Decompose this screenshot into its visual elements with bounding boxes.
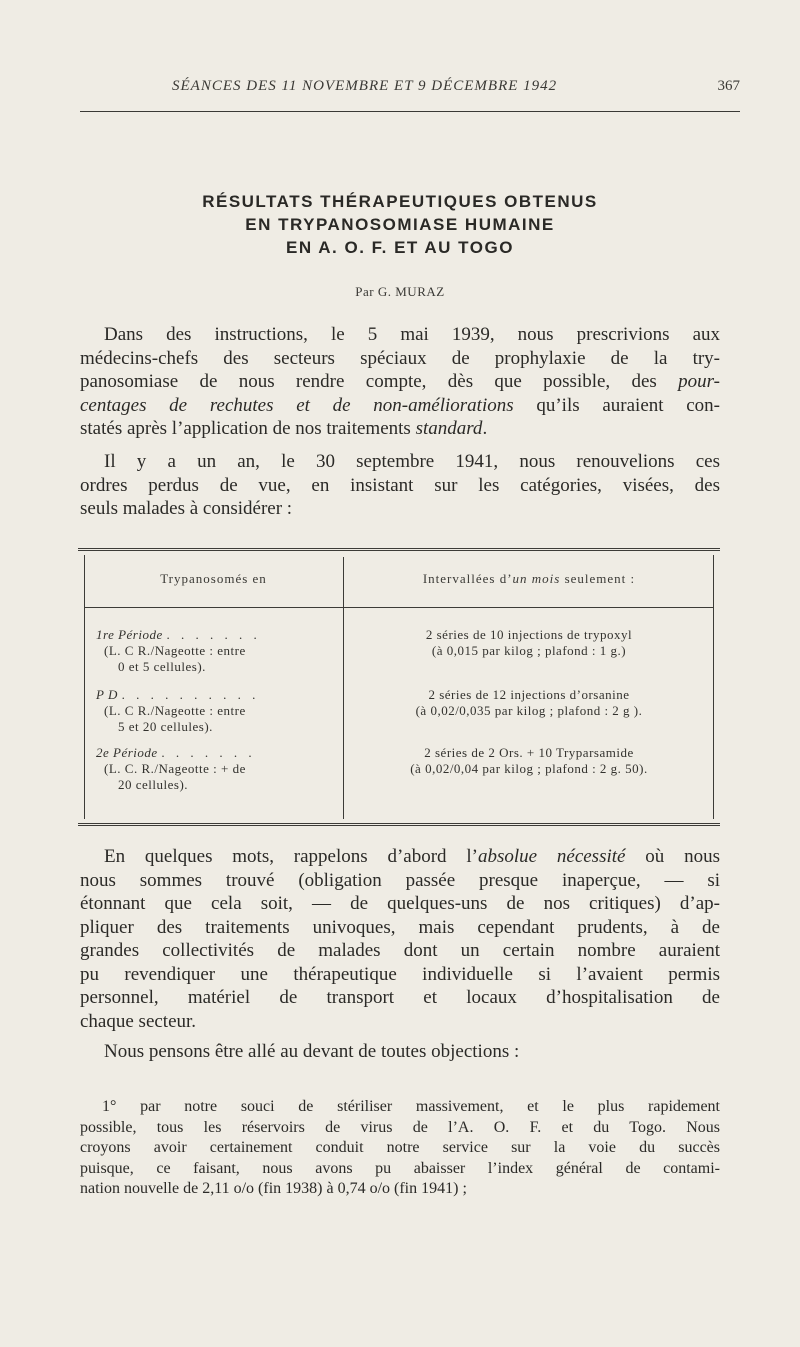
- table-row-category: 2e Période . . . . . . . (L. C. R./Nageotte : + de 20 cellules).: [96, 745, 256, 792]
- text-line: chaque secteur.: [80, 1010, 197, 1032]
- category-label: P D: [96, 687, 118, 702]
- table-border-left: [84, 555, 85, 819]
- text-line: puisque, ce faisant, nous avons pu abaisser l’index général de contami-: [80, 1159, 720, 1177]
- table-row-treatment: 2 séries de 2 Ors. + 10 Tryparsamide (à 0,02/0,04 par kilog ; plafond : 2 g. 50).: [410, 745, 648, 776]
- text-line: panosomiase de nous rendre compte, dès que possible, des pour-: [80, 371, 720, 392]
- text-line: étonnant que cela soit, — de quelques-uns de nos critiques) d’ap-: [80, 893, 720, 914]
- running-head-title: SÉANCES DES 11 NOVEMBRE ET 9 DÉCEMBRE 1942: [172, 78, 558, 94]
- paragraph-2: [80, 450, 720, 521]
- text-line: En quelques mots, rappelons d’abord l’absolue nécessité où nous: [104, 846, 720, 867]
- paragraph-1: [80, 323, 720, 441]
- text-line: Il y a un an, le 30 septembre 1941, nous renouvelions ces: [104, 451, 720, 472]
- text-line: possible, tous les réservoirs de virus de l’A. O. F. et du Togo. Nous: [80, 1118, 720, 1136]
- page-number: 367: [717, 78, 740, 94]
- text-line: personnel, matériel de transport et locaux d’hospitalisation de: [80, 987, 720, 1008]
- emphasis: absolue nécessité: [477, 846, 626, 867]
- paragraph-3: [80, 845, 720, 1033]
- text-line: ordres perdus de vue, en insistant sur les catégories, visées, des: [80, 474, 720, 496]
- text-line: 1° par notre souci de stériliser massivement, et le plus rapidement: [102, 1098, 720, 1115]
- title-line: EN A. O. F. ET AU TOGO: [286, 238, 514, 257]
- table-border-right: [713, 555, 714, 819]
- emphasis: centages de rechutes et de non-améliorations: [80, 394, 514, 416]
- text-line: croyons avoir certainement conduit notre service sur la voie du succès: [80, 1139, 720, 1156]
- title-line: RÉSULTATS THÉRAPEUTIQUES OBTENUS: [202, 192, 598, 211]
- table-header-right: Intervallées d’un mois seulement :: [422, 571, 636, 586]
- emphasis: pour-: [678, 371, 720, 392]
- title-line: EN TRYPANOSOMIASE HUMAINE: [245, 215, 555, 234]
- text-line: Nous pensons être allé au devant de toutes objections :: [104, 1041, 520, 1062]
- text-line: pu revendiquer une thérapeutique individuelle si l’avaient permis: [80, 963, 720, 985]
- text-line: nation nouvelle de 2,11 o/o (fin 1938) à 0,74 o/o (fin 1941) ;: [80, 1180, 467, 1197]
- table-column-divider: [343, 557, 344, 819]
- emphasis: standard: [415, 418, 483, 439]
- table-row-treatment: 2 séries de 12 injections d’orsanine (à 0,02/0,035 par kilog ; plafond : 2 g ).: [415, 687, 643, 718]
- text-line: nous sommes trouvé (obligation passée presque inaperçue, — si: [80, 869, 720, 891]
- text-line: seuls malades à considérer :: [80, 498, 293, 519]
- text-line: Dans des instructions, le 5 mai 1939, nous prescrivions aux: [104, 324, 720, 345]
- table-row-category: 1re Période . . . . . . . (L. C R./Nageotte : entre 0 et 5 cellules).: [96, 627, 261, 674]
- table-row-treatment: 2 séries de 10 injections de trypoxyl (à 0,015 par kilog ; plafond : 1 g.): [425, 627, 633, 658]
- table-row-category: P D . . . . . . . . . . (L. C R./Nageotte : entre 5 et 20 cellules).: [96, 687, 260, 734]
- article-title: [80, 190, 720, 259]
- header-rule: [80, 111, 740, 112]
- category-label: 1re Période: [96, 627, 163, 642]
- category-label: 2e Période: [96, 745, 158, 760]
- text-line: pliquer des traitements univoques, mais cependant prudents, à de: [80, 916, 720, 938]
- text-line: médecins-chefs des secteurs spéciaux de prophylaxie de la try-: [80, 347, 720, 369]
- enumerated-paragraph: [80, 1097, 720, 1200]
- paragraph-4: [80, 1040, 720, 1064]
- text-line: statés après l’application de nos traitements standard.: [80, 418, 488, 439]
- treatment-table: [78, 548, 720, 826]
- byline: Par G. MURAZ: [355, 284, 445, 299]
- table-header-left: Trypanosomés en: [160, 571, 267, 586]
- table-header-rule: [84, 607, 714, 608]
- text-line: centages de rechutes et de non-améliorations qu’ils auraient con-: [80, 394, 720, 416]
- text-line: grandes collectivités de malades dont un certain nombre auraient: [80, 940, 720, 961]
